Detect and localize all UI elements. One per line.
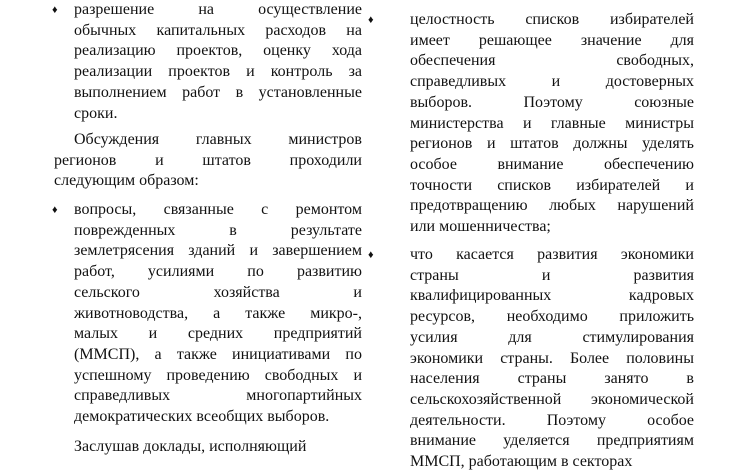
bullet-item-line <box>74 21 362 42</box>
bullet-item-line <box>410 196 694 217</box>
word: работ <box>182 83 221 101</box>
word: землетрясения <box>74 242 175 260</box>
word: и <box>148 325 158 343</box>
paragraph-line: следующим образом: <box>54 172 199 190</box>
bullet-item-line <box>74 386 362 407</box>
word: особое <box>647 411 694 429</box>
word: предотвращению <box>410 197 528 215</box>
word: малых <box>74 325 118 343</box>
bullet-marker-icon: ♦ <box>52 204 58 216</box>
word: усилиями <box>147 263 215 281</box>
bullet-item-line: сроки. <box>74 104 118 122</box>
word: разрешение <box>74 1 155 18</box>
bullet-item-line: ММСП, работающим в секторах <box>410 453 633 470</box>
word: главных <box>195 131 252 148</box>
word: избирателей <box>609 11 694 28</box>
word: союзные <box>634 93 694 111</box>
bullet-item-line <box>410 369 694 390</box>
word: Поэтому <box>546 411 606 429</box>
bullet-marker-icon: ♦ <box>368 14 374 26</box>
word: контроль <box>270 63 333 81</box>
word: животноводства, <box>74 304 189 322</box>
word: значение <box>580 31 642 49</box>
word: квалифицированных <box>410 287 552 305</box>
word: решающее <box>478 31 552 49</box>
word: а <box>213 304 221 322</box>
word: должны <box>573 135 628 153</box>
word: необходимо <box>506 308 588 326</box>
word: и <box>551 73 561 91</box>
word: в <box>235 83 244 101</box>
word: экономики <box>620 246 694 263</box>
word: обычных <box>74 21 137 39</box>
bullet-item-line <box>74 221 362 242</box>
word: что <box>410 246 433 263</box>
word: Более <box>569 349 610 367</box>
word: поврежденных <box>74 221 176 239</box>
word: на <box>346 21 362 39</box>
word: на <box>198 1 214 18</box>
word: избирателей <box>576 176 661 194</box>
bullet-item-line <box>410 266 694 287</box>
word: за <box>348 63 362 81</box>
word: хозяйства <box>213 283 280 301</box>
bullet-item-line <box>410 31 694 52</box>
word: страны <box>517 370 567 388</box>
word: развития <box>633 266 694 284</box>
word: страны <box>410 266 459 284</box>
word: и <box>246 63 255 81</box>
bullet-item-line <box>410 176 694 197</box>
word: ресурсов, <box>410 308 476 326</box>
word: осуществление <box>258 1 362 18</box>
bullet-item-line <box>74 324 362 345</box>
word: министров <box>288 131 362 148</box>
word: по <box>247 263 264 281</box>
paragraph-line <box>74 130 362 151</box>
word: нарушений <box>617 197 694 215</box>
paragraph-line <box>54 151 362 172</box>
bullet-item-line <box>410 114 694 135</box>
bullet-item-line <box>74 262 362 283</box>
bullet-item-line <box>74 83 362 104</box>
word: занято <box>604 370 649 388</box>
word: для <box>670 31 694 49</box>
word: выборов. <box>410 93 472 111</box>
word: справедливых <box>410 73 507 91</box>
word: точности <box>410 176 473 194</box>
word: имеет <box>410 31 450 49</box>
word: предприятиям <box>596 432 694 450</box>
word: и <box>155 151 164 169</box>
word: проведению <box>166 366 250 384</box>
word: усилия <box>410 328 458 346</box>
word: капитальных <box>156 21 246 39</box>
bullet-item-line <box>74 62 362 83</box>
bullet-item-line <box>74 200 362 221</box>
word: страны. <box>500 349 553 367</box>
bullet-item-line <box>410 134 694 155</box>
word: развитию <box>296 263 362 281</box>
word: министерства <box>410 114 504 132</box>
word: и <box>249 242 258 260</box>
word: деятельности. <box>410 411 506 429</box>
word: особое <box>410 155 457 173</box>
word: уделяется <box>503 432 570 450</box>
word: хода <box>331 42 362 60</box>
word: обеспечения <box>410 52 496 70</box>
bullet-item-line <box>74 283 362 304</box>
word: свободных, <box>616 52 694 70</box>
word: приложить <box>619 308 694 326</box>
word: а <box>154 345 162 363</box>
word: экономики <box>410 349 484 367</box>
bullet-item-line <box>410 245 694 266</box>
word: касается <box>456 246 514 263</box>
word: и <box>353 283 362 301</box>
bullet-item-line <box>410 155 694 176</box>
word: оценку <box>263 42 311 60</box>
word: реализации <box>74 63 153 81</box>
word: и <box>685 176 694 194</box>
bullet-marker-icon: ♦ <box>52 4 58 16</box>
word: вопросы, <box>74 201 137 218</box>
word: половины <box>626 349 694 367</box>
word: и <box>522 114 532 132</box>
word: уделять <box>642 135 694 153</box>
bullet-marker-icon: ♦ <box>368 249 374 261</box>
word: средних <box>187 325 244 343</box>
word: населения <box>410 370 480 388</box>
bullet-item-line <box>410 10 694 31</box>
word: успешному <box>74 366 152 384</box>
bullet-item-line <box>74 241 362 262</box>
word: установленные <box>258 83 362 101</box>
word: внимание <box>410 432 477 450</box>
word: также <box>245 304 286 322</box>
word: списков <box>497 176 552 194</box>
bullet-item-line <box>74 0 362 21</box>
word: проектов, <box>176 42 243 60</box>
word: в <box>229 221 237 239</box>
word: внимание <box>497 155 564 173</box>
word: по <box>345 345 362 363</box>
bullet-item-line <box>410 411 694 432</box>
bullet-item-line <box>74 345 362 366</box>
word: министры <box>625 114 694 132</box>
bullet-item-line <box>74 41 362 62</box>
word: стимулирования <box>582 328 694 346</box>
bullet-item-line <box>410 349 694 370</box>
word: (ММСП), <box>74 345 140 363</box>
bullet-item-line <box>74 304 362 325</box>
word: зданий <box>188 242 236 260</box>
word: сельскохозяйственной <box>410 390 562 408</box>
word: регионов <box>54 151 117 169</box>
word: справедливых <box>74 387 171 405</box>
bullet-item-line <box>410 51 694 72</box>
word: выполнением <box>74 83 167 101</box>
word: многопартийных <box>246 387 362 405</box>
word: сельского <box>74 283 140 301</box>
bullet-item-line <box>410 286 694 307</box>
bullet-item-line <box>410 93 694 114</box>
word: Поэтому <box>523 93 583 111</box>
word: работ, <box>74 263 115 281</box>
word: реализацию <box>74 42 156 60</box>
word: результате <box>290 221 362 239</box>
word: развития <box>537 246 598 263</box>
word: также <box>176 345 217 363</box>
word: достоверных <box>605 73 694 91</box>
word: штатов <box>510 135 559 153</box>
bullet-item-line <box>74 366 362 387</box>
bullet-item-line: или мошенничества; <box>410 218 551 235</box>
word: экономической <box>591 390 694 408</box>
word: и <box>353 366 362 384</box>
word: регионов <box>410 135 473 153</box>
word: кадровых <box>628 287 694 305</box>
word: с <box>261 201 269 218</box>
paragraph-line: Заслушав доклады, исполняющий <box>74 438 307 455</box>
bullet-item-line <box>410 72 694 93</box>
word: предприятий <box>273 325 362 343</box>
word: связанные <box>163 201 234 218</box>
word: ремонтом <box>295 201 362 218</box>
word: для <box>508 328 532 346</box>
word: списков <box>525 11 580 28</box>
word: проектов <box>168 63 231 81</box>
word: обеспечению <box>603 155 694 173</box>
bullet-item-line <box>410 390 694 411</box>
word: целостность <box>410 11 495 28</box>
word: микро-, <box>310 304 362 322</box>
word: инициативами <box>232 345 331 363</box>
word: в <box>686 370 694 388</box>
word: любых <box>549 197 596 215</box>
word: завершением <box>272 242 362 260</box>
word: и <box>541 266 551 284</box>
word: свободных <box>264 366 339 384</box>
word: главные <box>550 114 606 132</box>
word: проходили <box>289 151 362 169</box>
bullet-item-line <box>410 307 694 328</box>
bullet-item-line: демократических всеобщих выборов. <box>74 408 330 425</box>
bullet-item-line <box>410 431 694 452</box>
word: Обсуждения <box>74 131 160 148</box>
word: и <box>486 135 496 153</box>
bullet-item-line <box>410 328 694 349</box>
word: штатов <box>202 151 251 169</box>
word: расходов <box>265 21 327 39</box>
